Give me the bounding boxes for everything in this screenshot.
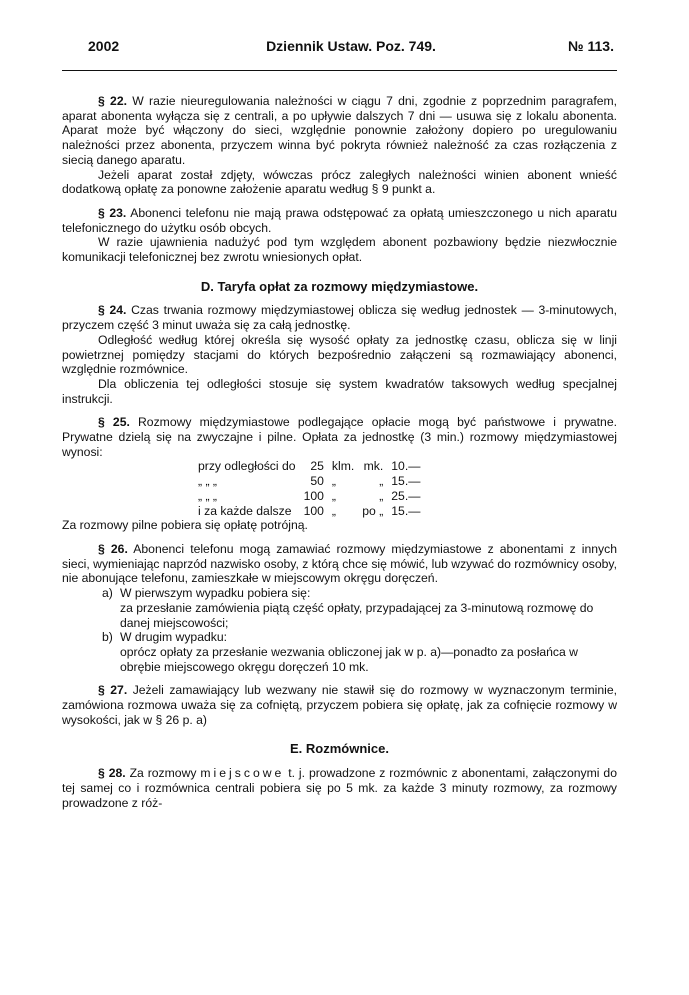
rate-table	[194, 459, 424, 518]
section-28-label: § 28.	[98, 766, 126, 781]
rate-row: i za każde dalsze 100 „ po „ 15.—	[198, 503, 421, 518]
header-rule	[62, 70, 617, 71]
section-23-label: § 23.	[98, 205, 127, 220]
section-25-label: § 25.	[98, 415, 130, 430]
section-23-paragraph-2: W razie ujawnienia nadużyć pod tym względem abonent pozbawiony będzie niezwłocznie komunikacji telefonicznej bez zwrotu wniesionych opłat.	[62, 235, 617, 265]
section-24-paragraph-1: § 24. Czas trwania rozmowy międzymiastowej oblicza się według jednostek — 3-minutowych, przyczem część 3 minut uważa się za całą jednostkę.	[62, 303, 618, 333]
section-28-paragraph-1: § 28. Za rozmowy miejscowe t. j. prowadzone z rozmównic z abonentami, załączonymi do tej samej co i rozmównica centrali pobiera się po 5 mk. za każde 3 minuty rozmowy, za rozmowy prowadzone z róż-	[62, 766, 617, 810]
section-26-paragraph-1: § 26. Abonenci telefonu mogą zamawiać rozmowy międzymiastowe z abonentami z innych sieci, wymieniając naprzód nazwisko osoby, z którą chce się mówić, lub wzywać do rozmównicy osoby, nie abonujące telefonu, zamieszkałe w miejscowym okręgu doręczeń.	[62, 541, 618, 586]
section-25-paragraph-2: Za rozmowy pilne pobiera się opłatę potrójną.	[62, 518, 308, 533]
page-header	[88, 38, 614, 60]
case-a: a) W pierwszym wypadku pobiera się:	[102, 586, 311, 601]
section-24-paragraph-2: Odległość według której określa się wysość opłaty za jednostkę czasu, oblicza się w linji powietrznej pomiędzy stacjami do których bezpośrednio załączeni są rozmawiający abonenci, względnie rozmównice.	[62, 332, 617, 377]
section-26-cases	[62, 586, 617, 674]
section-26-label: § 26.	[98, 541, 128, 556]
journal-title: Dziennik Ustaw. Poz. 749.	[266, 38, 436, 54]
page-number: 2002	[88, 38, 120, 54]
section-27-paragraph-1: § 27. Jeżeli zamawiający lub wezwany nie stawił się do rozmowy w wyznaczonym terminie, zamówiona rozmowa uważa się za cofniętą, przyczem pobiera się opłatę, jak za cofnięcie rozmowy w wysokości, jak w § 26 p. a)	[62, 683, 617, 727]
heading-d: D. Taryfa opłat za rozmowy międzymiastowe.	[200, 278, 479, 294]
section-24-paragraph-3: Dla obliczenia tej odległości stosuje się system kwadratów taksowych według specjalnej instrukcji.	[62, 376, 617, 406]
rate-row: „ „ „ 100 „ „ 25.—	[198, 488, 421, 503]
section-22-paragraph-2: Jeżeli aparat został zdjęty, wówczas prócz zaległych należności winien abonent wnieść dodatkową opłatę za ponowne założenie aparatu według § 9 punkt a.	[62, 167, 617, 197]
section-24-label: § 24.	[98, 303, 127, 318]
section-22-label: § 22.	[98, 94, 127, 108]
case-b: b) W drugim wypadku:	[102, 630, 228, 645]
section-27-label: § 27.	[98, 683, 128, 698]
section-22-paragraph-1: § 22. W razie nieuregulowania należności w ciągu 7 dni, zgodnie z poprzednim paragrafem, aparat abonenta wyłącza się z centrali, a po upływie dalszych 7 dni — usuwa się z lokalu abonenta. Aparat może być włączony do sieci, względnie ponownie założony dopiero po uregulowaniu należności przez abonenta, przyczem winna być pokryta również należność za czas rozłączenia z siecią danego aparatu.	[62, 94, 618, 167]
heading-e: E. Rozmównice.	[290, 741, 389, 757]
case-b-detail: oprócz opłaty za przesłanie wezwania obliczonej jak w p. a)—ponadto za posłańca w obrębie miejscowego okręgu doręczeń 10 mk.	[120, 644, 578, 674]
section-25-paragraph-1: § 25. Rozmowy międzymiastowe podlegające opłacie mogą być państwowe i prywatne. Prywatne dzielą się na zwyczajne i pilne. Opłata za jednostkę (3 min.) rozmowy międzymiastowej wynosi:	[62, 415, 617, 459]
section-23-paragraph-1: § 23. Abonenci telefonu nie mają prawa odstępować za opłatą umieszczonego u nich aparatu telefonicznego do użytku osób obcych.	[62, 205, 618, 235]
document-body	[62, 94, 617, 810]
issue-number: № 113.	[568, 38, 614, 54]
case-a-detail: za przesłanie zamówienia piątą część opłaty, przypadającej za 3-minutową rozmowę do danej miejscowości;	[120, 600, 594, 630]
rate-row: przy odległości do 25 klm. mk. 10.—	[198, 459, 421, 474]
rate-row: „ „ „ 50 „ „ 15.—	[198, 474, 421, 489]
